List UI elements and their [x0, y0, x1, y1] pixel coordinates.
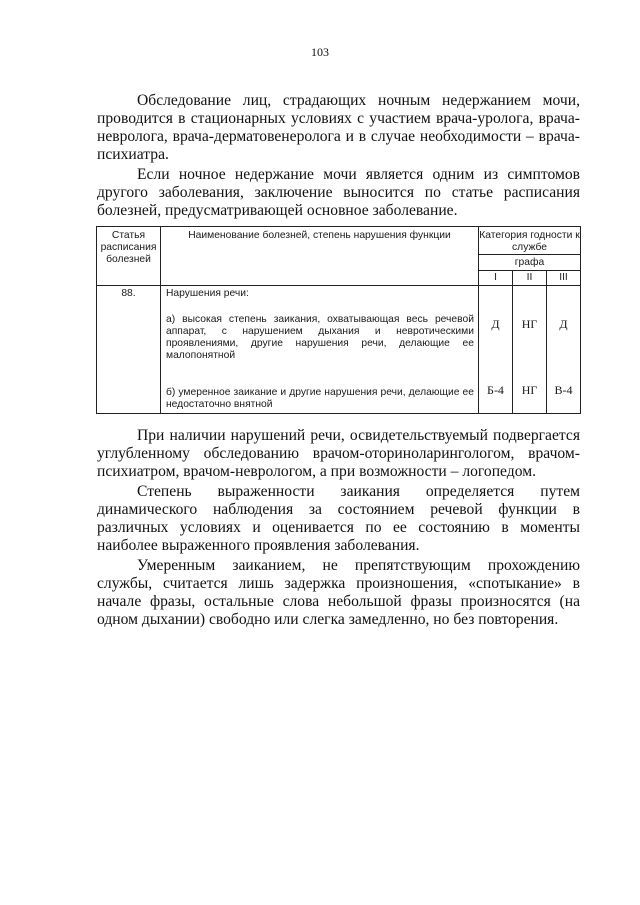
table-row — [97, 286, 581, 414]
paragraph: При наличии нарушений речи, освидетельствуемый подвергается углубленному обследованию врачом-оториноларингологом, врачом-психиатром, врачом-неврологом, а при возможности – логопедом. — [97, 427, 580, 480]
header-column-1: I — [479, 271, 513, 286]
header-column-3: III — [547, 271, 581, 286]
category-value: НГ — [521, 317, 538, 331]
header-disease-name: Наименование болезней, степень нарушения функции — [161, 227, 479, 286]
condition-item-a: а) высокая степень заикания, охватывающая весь речевой аппарат, с нарушением дыхания и невротическими проявлениями, другие нарушения речи, делающие ее малопонятной — [166, 314, 474, 361]
header-article: Статья расписания болезней — [97, 227, 161, 286]
disease-schedule-table — [96, 226, 581, 414]
paragraph: Умеренным заиканием, не препятствующим прохождению службы, считается лишь задержка произношения, «спотыкание» в начале фразы, остальные слова небольшой фразы произносятся (на одном дыхании) свободно или слегка замедленно, но без повторения. — [97, 557, 580, 628]
header-column-2: II — [513, 271, 547, 286]
page-number: 103 — [311, 45, 329, 59]
paragraph: Обследование лиц, страдающих ночным недержанием мочи, проводится в стационарных условиях с участием врача-уролога, врача-невролога, врача-дерматовенеролога и в случае необходимости – врача-психиатра. — [97, 92, 580, 163]
condition-item-b: б) умеренное заикание и другие нарушения речи, делающие ее недостаточно внятной — [166, 387, 474, 410]
paragraph: Степень выраженности заикания определяется путем динамического наблюдения за состоянием речевой функции в различных условиях и оценивается по ее состоянию в моменты наиболее выраженного проявления заболевания. — [97, 483, 580, 554]
outro-text — [97, 427, 580, 629]
category-value: Д — [491, 317, 500, 331]
article-number: 88. — [97, 286, 161, 414]
header-graph: графа — [479, 255, 581, 271]
table-header-row — [97, 227, 581, 255]
category-value: Д — [559, 317, 568, 331]
category-cell-3 — [547, 286, 581, 414]
paragraph: Если ночное недержание мочи является одним из симптомов другого заболевания, заключение выносится по статье расписания болезней, предусматривающей основное заболевание. — [97, 166, 580, 219]
intro-text — [97, 92, 580, 220]
category-value: Б-4 — [487, 383, 504, 397]
disease-description — [161, 286, 479, 414]
header-fitness-category: Категория годности к службе — [479, 227, 581, 255]
category-value: НГ — [521, 383, 538, 397]
disease-title: Нарушения речи: — [166, 288, 249, 299]
category-cell-2 — [513, 286, 547, 414]
category-cell-1 — [479, 286, 513, 414]
category-value: В-4 — [554, 383, 573, 397]
